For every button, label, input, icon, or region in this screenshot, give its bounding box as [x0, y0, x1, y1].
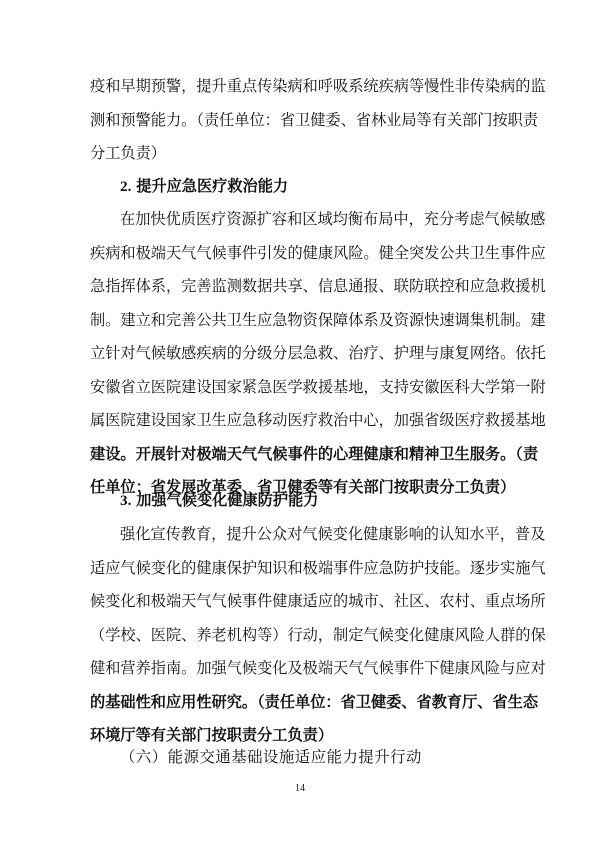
heading-text: 加强气候变化健康防护能力 [136, 491, 319, 509]
text-line: 急指挥体系，完善监测数据共享、信息通报、联防联控和应急救援机 [90, 277, 546, 295]
text-line: 任单位：省发展改革委、省卫健委等有关部门按职责分工负责） [90, 478, 516, 496]
paragraph-top [90, 70, 546, 171]
text-line: 立针对气候敏感疾病的分级分层急救、治疗、护理与康复网络。依托 [90, 344, 546, 362]
heading-number: 3. [120, 492, 132, 509]
text-line: 分工负责） [90, 144, 166, 162]
text-line: 安徽省立医院建设国家紧急医学救援基地，支持安徽医科大学第一附 [90, 377, 546, 396]
text-line: 适应气候变化的健康保护知识和极端事件应急防护技能。逐步实施气 [90, 558, 546, 577]
text-line: 的基础性和应用性研究。（责任单位：省卫健委、省教育厅、省生态 [90, 692, 539, 711]
paragraph-2 [90, 203, 546, 505]
text-line: 环境厅等有关部门按职责分工负责） [90, 726, 333, 744]
text-line: （学校、医院、养老机构等）行动，制定气候变化健康风险人群的保 [90, 625, 546, 644]
text-line: 在加快优质医疗资源扩容和区域均衡布局中，充分考虑气候敏感 [120, 210, 546, 228]
page-number: 14 [295, 783, 305, 794]
text-line: 建设。开展针对极端天气气候事件的心理健康和精神卫生服务。（责 [90, 444, 539, 463]
paragraph-3 [90, 518, 546, 753]
section-heading-6: （六）能源交通基础设施适应能力提升行动 [120, 748, 422, 766]
text-line: 强化宣传教育，提升公众对气候变化健康影响的认知水平，普及 [120, 525, 546, 543]
text-line: 疫和早期预警，提升重点传染病和呼吸系统疾病等慢性非传染病的监 [90, 77, 546, 95]
text-line: 健和营养指南。加强气候变化及极端天气气候事件下健康风险与应对 [90, 659, 546, 677]
heading-number: 2. [120, 178, 132, 195]
text-line: 属医院建设国家卫生应急移动医疗救治中心，加强省级医疗救援基地 [90, 411, 546, 429]
text-line: 测和预警能力。（责任单位：省卫健委、省林业局等有关部门按职责 [90, 110, 539, 129]
heading-text: 提升应急医疗救治能力 [136, 177, 289, 195]
heading-2 [120, 170, 288, 203]
text-line: 制。建立和完善公共卫生应急物资保障体系及资源快速调集机制。建 [90, 310, 546, 329]
text-line: 候变化和极端天气气候事件健康适应的城市、社区、农村、重点场所 [90, 592, 546, 610]
text-line: 疾病和极端天气气候事件引发的健康风险。健全突发公共卫生事件应 [90, 243, 546, 262]
heading-3 [120, 484, 318, 517]
